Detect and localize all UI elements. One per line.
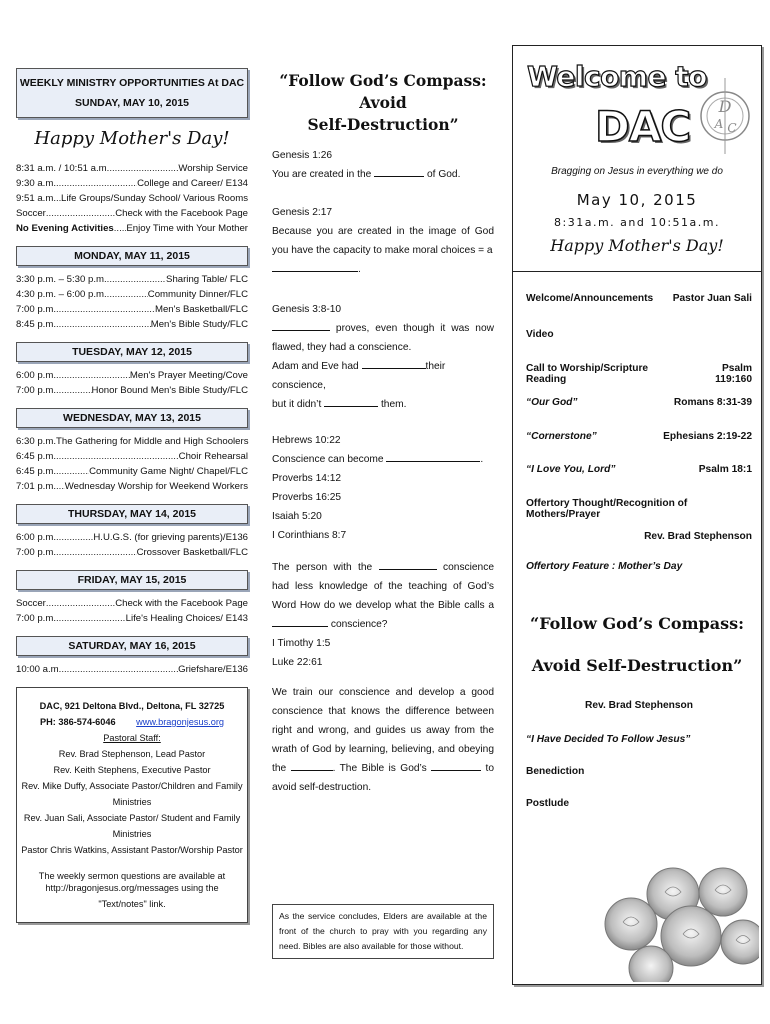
entry-time: 8:31 a.m. / 10:51 a.m.: [16, 163, 110, 174]
program-item: [526, 397, 752, 408]
leader-dots: [107, 287, 148, 302]
entry-desc: The Gathering for Middle and High Schoolers: [56, 436, 249, 447]
text: You are created in the: [272, 169, 372, 180]
leader-dots: [56, 302, 155, 317]
references-group-2: [272, 469, 494, 545]
schedule-entry: [16, 545, 248, 560]
note-train-conscience: [272, 683, 494, 797]
staff-member: Pastor Chris Watkins, Assistant Pastor/Worship Pastor: [21, 845, 243, 855]
dac-logo-icon: [695, 72, 755, 164]
text: How do we develop what the Bible calls a: [299, 600, 494, 611]
note-genesis-1-26: [272, 146, 494, 184]
entry-desc: Choir Rehearsal: [178, 451, 248, 462]
ref-genesis-3-8: Genesis 3:8-10: [272, 304, 342, 315]
program-item-label: Offertory Thought/Recognition of Mothers/Prayer: [526, 498, 688, 520]
text: proves, even though it was now flawed, they had a conscience.: [272, 323, 494, 353]
entry-desc: Griefshare/E136: [178, 664, 248, 675]
program-item-label: Offertory Feature : Mother’s Day: [526, 561, 683, 572]
entry-time: 9:51 a.m.: [16, 193, 56, 204]
program-item-label: “Our God”: [526, 397, 578, 408]
text: but it didn’t: [272, 399, 322, 410]
church-contact: [21, 714, 243, 730]
blank-line: [362, 357, 426, 369]
leader-dots: [56, 479, 65, 494]
church-address: DAC, 921 Deltona Blvd., Deltona, FL 32725: [39, 701, 225, 711]
schedule-entry: [16, 176, 248, 191]
staff-member: Rev. Keith Stephens, Executive Pastor: [53, 765, 211, 775]
entry-desc: Honor Bound Men's Bible Study/FLC: [91, 385, 248, 396]
ref-hebrews-10-22: Hebrews 10:22: [272, 435, 341, 446]
entry-desc: Check with the Facebook Page: [115, 598, 248, 609]
leader-dots: [56, 611, 126, 626]
text-genesis-2-17: [272, 222, 494, 260]
sunday-schedule: [16, 161, 248, 236]
day-entries: [16, 662, 248, 677]
text: We train our conscience and develop a good conscience that knows the difference between right and wrong, and guides us away from the wrath of God by learning, believing, and obeying the: [272, 687, 494, 774]
note-genesis-3-8: [272, 300, 494, 414]
entry-time: 6:45 p.m.: [16, 451, 56, 462]
program-item: [526, 431, 752, 442]
day-header: SATURDAY, MAY 16, 2015: [16, 636, 248, 656]
schedule-entry: [16, 272, 248, 287]
leader-dots: [56, 368, 130, 383]
day-entries: [16, 434, 248, 494]
day-entries: [16, 530, 248, 560]
entry-desc: Men's Basketball/FLC: [154, 304, 248, 315]
entry-desc: College and Career/ E134: [137, 178, 248, 189]
entry-time: 7:00 p.m.: [16, 547, 56, 558]
blank-line: [386, 450, 480, 462]
sermon-notes-column: [272, 70, 494, 808]
pastoral-staff-list: [21, 746, 243, 858]
weekly-schedule: [16, 246, 248, 677]
svg-text:C: C: [727, 121, 737, 135]
text: conscience?: [330, 619, 388, 630]
sermon-questions-note-1: The weekly sermon questions are available at: [38, 871, 226, 881]
happy-mothers-day-right: Happy Mother's Day!: [550, 236, 724, 255]
schedule-entry: [16, 191, 248, 206]
welcome-heading: Welcome to: [527, 60, 707, 93]
text: to avoid self-destruction.: [272, 763, 494, 793]
entry-time: Soccer: [16, 208, 46, 219]
closing-song: [526, 734, 752, 745]
leader-dots: [56, 176, 137, 191]
entry-desc: Men's Bible Study/FLC: [150, 319, 248, 330]
order-of-service-column: [512, 45, 762, 985]
entry-time: 7:00 p.m.: [16, 304, 56, 315]
program-item: [526, 329, 752, 340]
ministry-header: [16, 68, 248, 118]
day-header: FRIDAY, MAY 15, 2015: [16, 570, 248, 590]
postlude: [526, 798, 752, 809]
schedule-entry: [16, 383, 248, 398]
roses-image: [573, 864, 759, 982]
dac-heading: DAC: [595, 102, 691, 151]
fill-in-adam-eve: [272, 357, 494, 395]
entry-desc: Enjoy Time with Your Mother: [126, 223, 248, 234]
program-item-detail: Ephesians 2:19-22: [663, 431, 752, 442]
schedule-entry: [16, 479, 248, 494]
program-item: [526, 498, 752, 520]
schedule-entry: [16, 287, 248, 302]
day-header: WEDNESDAY, MAY 13, 2015: [16, 408, 248, 428]
entry-time: 6:00 p.m.: [16, 532, 56, 543]
schedule-entry: [16, 317, 248, 332]
day-header: TUESDAY, MAY 12, 2015: [16, 342, 248, 362]
text: Adam and Eve had: [272, 361, 359, 372]
leader-dots: [56, 530, 93, 545]
program-item-label: “I Love You, Lord”: [526, 464, 616, 475]
schedule-entry: [16, 449, 248, 464]
text: their conscience,: [272, 361, 446, 391]
schedule-entry: [16, 221, 248, 236]
leader-dots: [61, 662, 178, 677]
sermon-title-line-2: Avoid Self-Destruction”: [531, 656, 743, 675]
note-person-conscience: [272, 558, 494, 634]
leader-dots: [56, 383, 92, 398]
service-date: May 10, 2015: [576, 191, 698, 209]
program-item: [526, 293, 752, 304]
fill-in-proves: [272, 319, 494, 357]
church-phone: PH: 386-574-6046: [40, 717, 116, 727]
fill-in-created: [272, 165, 494, 184]
entry-desc: H.U.G.S. (for grieving parents)/E136: [93, 532, 248, 543]
text: Because you are created in the image of God you have the capacity to make moral choices = a: [272, 226, 494, 256]
staff-member: Rev. Mike Duffy, Associate Pastor/Children and Family Ministries: [21, 781, 243, 807]
service-times: 8:31a.m. and 10:51a.m.: [554, 216, 720, 229]
postlude-label: Postlude: [526, 798, 570, 809]
program-item-label: Call to Worship/Scripture Reading: [526, 363, 649, 385]
leader-dots: [56, 449, 179, 464]
church-info-box: [16, 687, 248, 923]
entry-time: 7:00 p.m.: [16, 385, 56, 396]
church-website-link[interactable]: www.bragonjesus.org: [136, 717, 224, 727]
program-item-detail: Romans 8:31-39: [673, 397, 752, 408]
leader-dots: [46, 596, 115, 611]
blank-line: [272, 260, 358, 272]
day-entries: [16, 596, 248, 626]
entry-time: 7:00 p.m.: [16, 613, 56, 624]
day-header: THURSDAY, MAY 14, 2015: [16, 504, 248, 524]
schedule-entry: [16, 530, 248, 545]
pastoral-staff-label: Pastoral Staff:: [103, 733, 161, 743]
leader-dots: [109, 161, 178, 176]
program-item-detail: Rev. Brad Stephenson: [644, 531, 752, 542]
day-header: MONDAY, MAY 11, 2015: [16, 246, 248, 266]
sermon-notes-title: [272, 70, 494, 136]
program-item-detail: Pastor Juan Sali: [672, 293, 752, 304]
sermon-notes-title-line-1: “Follow God’s Compass: Avoid: [279, 71, 487, 112]
text: . The Bible is God’s: [332, 763, 427, 774]
day-entries: [16, 368, 248, 398]
tagline: Bragging on Jesus in everything we do: [551, 166, 723, 177]
sermon-questions-note-2: http://bragonjesus.org/messages using the "Text/notes" link.: [45, 883, 219, 909]
blank-line: [379, 558, 437, 570]
leader-dots: [107, 272, 166, 287]
entry-desc: Wednesday Worship for Weekend Workers: [64, 481, 248, 492]
entry-time: Soccer: [16, 598, 46, 609]
leader-dots: [114, 221, 127, 236]
scripture-ref: Proverbs 16:25: [272, 492, 342, 503]
text: of God.: [427, 169, 461, 180]
text: Conscience can become: [272, 454, 384, 465]
program-item: [526, 531, 752, 542]
sermon-notes-title-line-2: Self-Destruction”: [307, 115, 459, 134]
blank-line: [374, 165, 424, 177]
leader-dots: [56, 464, 89, 479]
ministry-header-date: SUNDAY, MAY 10, 2015: [74, 97, 189, 109]
scripture-ref: Luke 22:61: [272, 657, 323, 668]
schedule-entry: [16, 368, 248, 383]
schedule-entry: [16, 434, 248, 449]
blank-line: [324, 395, 378, 407]
scripture-ref: Isaiah 5:20: [272, 511, 322, 522]
staff-member: Rev. Brad Stephenson, Lead Pastor: [58, 749, 206, 759]
ref-genesis-1-26: Genesis 1:26: [272, 150, 333, 161]
preacher: [526, 700, 752, 711]
entry-time: 3:30 p.m. – 5:30 p.m.: [16, 274, 107, 285]
program-item-detail: Psalm 18:1: [698, 464, 752, 475]
program-item: [526, 561, 752, 572]
entry-time: 6:30 p.m.: [16, 436, 56, 447]
fill-in-moral-choice: .: [272, 260, 494, 279]
entry-desc: Crossover Basketball/FLC: [136, 547, 248, 558]
schedule-entry: [16, 464, 248, 479]
leader-dots: [56, 317, 151, 332]
schedule-entry: [16, 302, 248, 317]
sermon-title-line-1: “Follow God’s Compass:: [529, 614, 744, 633]
blank-line: [272, 319, 330, 331]
entry-time: 6:00 p.m.: [16, 370, 56, 381]
text: them.: [380, 399, 407, 410]
entry-desc: Community Dinner/FLC: [147, 289, 248, 300]
scripture-ref: Proverbs 14:12: [272, 473, 342, 484]
note-hebrews: [272, 431, 494, 469]
entry-desc: Community Game Night/ Chapel/FLC: [89, 466, 248, 477]
entry-desc: Sharing Table/ FLC: [166, 274, 248, 285]
schedule-entry: [16, 662, 248, 677]
entry-time: No Evening Activities: [16, 223, 114, 234]
blank-line: [291, 759, 333, 771]
program-item: [526, 363, 752, 385]
text: conscience had less knowledge of the teaching of God’s Word: [272, 562, 494, 611]
entry-time: 4:30 p.m. – 6:00 p.m.: [16, 289, 107, 300]
ref-genesis-2-17: Genesis 2:17: [272, 207, 333, 218]
svg-text:A: A: [714, 117, 724, 131]
schedule-entry: [16, 596, 248, 611]
schedule-entry: [16, 611, 248, 626]
entry-time: 9:30 a.m.: [16, 178, 56, 189]
blank-line: [431, 759, 481, 771]
svg-text:D: D: [718, 97, 732, 116]
preacher-name: Rev. Brad Stephenson: [585, 700, 693, 711]
day-entries: [16, 272, 248, 332]
schedule-entry: [16, 206, 248, 221]
program-item-detail: Psalm 119:160: [715, 363, 752, 385]
ministry-header-title: WEEKLY MINISTRY OPPORTUNITIES At DAC: [19, 77, 245, 89]
ministry-column: [16, 68, 248, 923]
scripture-ref: I Timothy 1:5: [272, 638, 331, 649]
entry-desc: Check with the Facebook Page: [115, 208, 248, 219]
text: The person with the: [272, 562, 373, 573]
entry-time: 7:01 p.m.: [16, 481, 56, 492]
program-item-label: “Cornerstone”: [526, 431, 597, 442]
entry-time: 10:00 a.m.: [16, 664, 62, 675]
program-item: [526, 464, 752, 475]
entry-desc: Worship Service: [178, 163, 248, 174]
entry-desc: Life Groups/Sunday School/ Various Rooms: [61, 193, 248, 204]
leader-dots: [46, 206, 115, 221]
entry-time: 8:45 p.m.: [16, 319, 56, 330]
fill-in-conscience: Conscience can become .: [272, 450, 494, 469]
staff-member: Rev. Juan Sali, Associate Pastor/ Student and Family Ministries: [23, 813, 241, 839]
leader-dots: [56, 545, 137, 560]
entry-desc: Life's Healing Choices/ E143: [125, 613, 248, 624]
divider: [513, 271, 761, 272]
entry-desc: Men's Prayer Meeting/Cove: [129, 370, 248, 381]
fill-in-didnt: [272, 395, 494, 414]
entry-time: 6:45 p.m.: [16, 466, 56, 477]
program-item-label: Welcome/Announcements: [526, 293, 654, 304]
schedule-entry: [16, 161, 248, 176]
happy-mothers-day-left: Happy Mother's Day!: [34, 128, 230, 149]
benediction: [526, 766, 752, 777]
elders-note: As the service concludes, Elders are available at the front of the church to pray with you regarding any need. Bibles are also available for those without.: [272, 904, 494, 959]
scripture-ref: I Corinthians 8:7: [272, 530, 347, 541]
benediction-label: Benediction: [526, 766, 585, 777]
blank-line: [272, 615, 328, 627]
closing-song-title: “I Have Decided To Follow Jesus”: [526, 734, 691, 745]
program-item-label: Video: [526, 329, 554, 340]
note-genesis-2-17: [272, 203, 494, 279]
references-group-3: [272, 634, 494, 672]
